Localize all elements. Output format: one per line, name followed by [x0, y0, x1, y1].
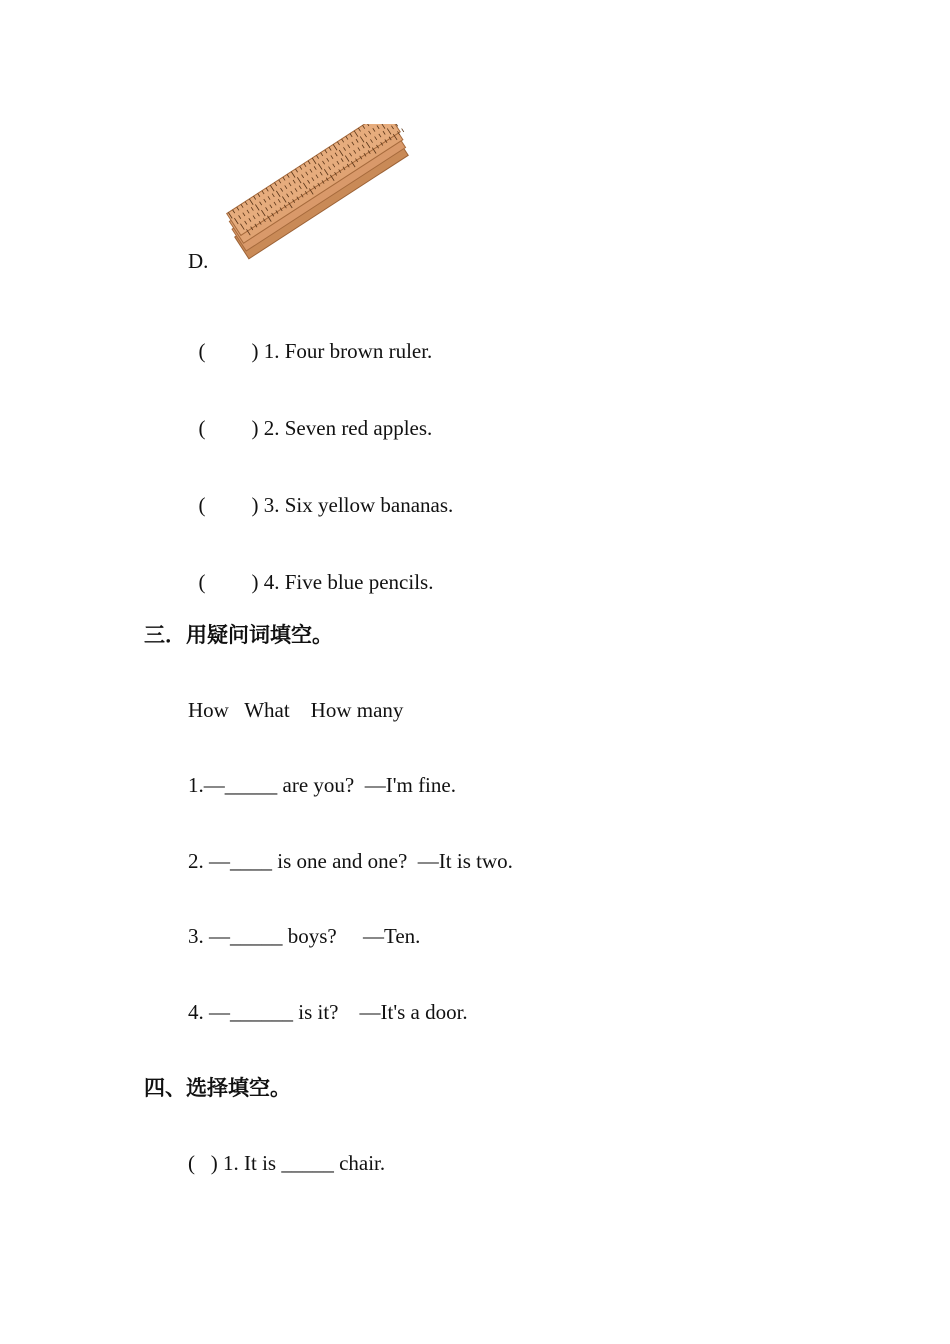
section-3-title: 三．用疑问词填空。 — [144, 623, 333, 647]
answer-paren-open[interactable]: ( — [198, 339, 206, 363]
option-d-label: D. — [188, 249, 209, 273]
matching-text: ) 1. Four brown ruler. — [251, 339, 433, 363]
matching-item — [188, 469, 453, 517]
fill-blank-item[interactable]: 4. —______ is it? —It's a door. — [188, 1000, 468, 1024]
answer-paren-open[interactable]: ( — [198, 570, 206, 594]
choice-item[interactable]: ( ) 1. It is _____ chair. — [188, 1151, 386, 1175]
fill-blank-item[interactable]: 1.—_____ are you? —I'm fine. — [188, 773, 456, 797]
matching-item — [188, 315, 432, 363]
answer-paren-open[interactable]: ( — [198, 493, 206, 517]
matching-text: ) 4. Five blue pencils. — [251, 570, 434, 594]
fill-blank-item[interactable]: 3. —_____ boys? —Ten. — [188, 924, 421, 948]
section-4-title: 四、选择填空。 — [144, 1076, 291, 1100]
matching-item — [188, 392, 432, 440]
ruler-stack-icon — [226, 124, 420, 270]
matching-text: ) 2. Seven red apples. — [251, 416, 433, 440]
fill-blank-item[interactable]: 2. —____ is one and one? —It is two. — [188, 849, 513, 873]
matching-text: ) 3. Six yellow bananas. — [251, 493, 454, 517]
matching-item — [188, 546, 433, 594]
answer-paren-open[interactable]: ( — [198, 416, 206, 440]
word-bank: How What How many — [188, 698, 404, 722]
